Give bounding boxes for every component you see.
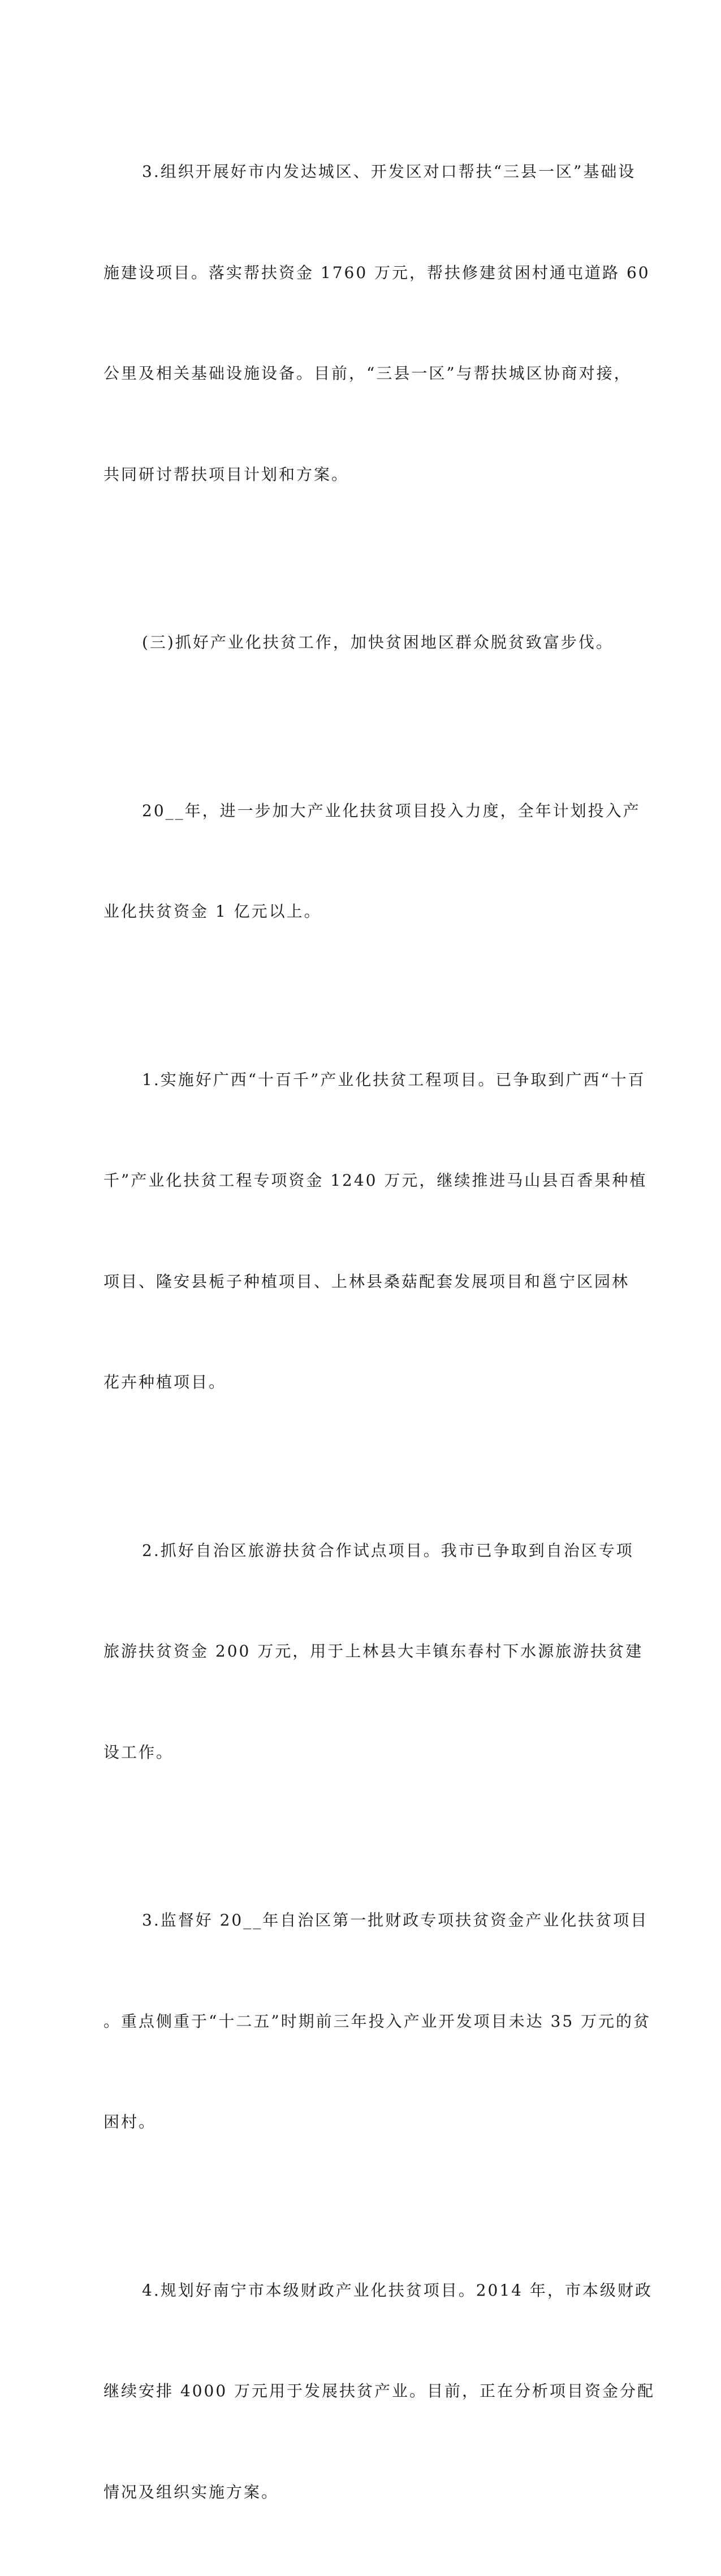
text-line: 花卉种植项目。 <box>103 1365 590 1399</box>
text-line: 继续安排 4000 万元用于发展扶贫产业。目前，正在分析项目资金分配 <box>103 2374 590 2408</box>
paragraph-nanning-plan <box>103 2206 590 2576</box>
text-line: 项目、隆安县栀子种植项目、上林县桑菇配套发展项目和邕宁区园林 <box>103 1265 590 1299</box>
text-line: 困村。 <box>103 2105 590 2139</box>
paragraph-special-funds-supervision <box>103 1836 590 2206</box>
text-line: 千”产业化扶贫工程专项资金 1240 万元，继续推进马山县百香果种植 <box>103 1164 590 1198</box>
text-line: 20__年，进一步加大产业化扶贫项目投入力度，全年计划投入产 <box>103 794 590 828</box>
paragraph-annual-plan <box>103 727 590 996</box>
text-line: (三)抓好产业化扶贫工作，加快贫困地区群众脱贫致富步伐。 <box>103 626 590 660</box>
paragraph-infrastructure-aid <box>103 88 590 558</box>
text-line: 共同研讨帮扶项目计划和方案。 <box>103 458 590 492</box>
text-line: 。重点侧重于“十二五”时期前三年投入产业开发项目未达 35 万元的贫 <box>103 2005 590 2039</box>
text-line: 公里及相关基础设施设备。目前，“三县一区”与帮扶城区协商对接， <box>103 357 590 391</box>
section-heading-industrial-poverty <box>103 558 590 727</box>
text-line: 设工作。 <box>103 1736 590 1770</box>
text-line: 业化扶贫资金 1 亿元以上。 <box>103 895 590 929</box>
document-body <box>103 88 590 2576</box>
text-line: 情况及组织实施方案。 <box>103 2475 590 2509</box>
text-line: 3.组织开展好市内发达城区、开发区对口帮扶“三县一区”基础设 <box>103 155 590 189</box>
text-line: 3.监督好 20__年自治区第一批财政专项扶贫资金产业化扶贫项目 <box>103 1903 590 1937</box>
text-line: 旅游扶贫资金 200 万元，用于上林县大丰镇东春村下水源旅游扶贫建 <box>103 1634 590 1668</box>
paragraph-tourism-pilot <box>103 1467 590 1837</box>
text-line: 4.规划好南宁市本级财政产业化扶贫项目。2014 年，市本级财政 <box>103 2274 590 2308</box>
text-line: 施建设项目。落实帮扶资金 1760 万元，帮扶修建贫困村通屯道路 60 <box>103 256 590 290</box>
document-page <box>0 0 721 933</box>
text-line: 2.抓好自治区旅游扶贫合作试点项目。我市已争取到自治区专项 <box>103 1534 590 1568</box>
paragraph-guangxi-project <box>103 996 590 1467</box>
text-line: 1.实施好广西“十百千”产业化扶贫工程项目。已争取到广西“十百 <box>103 1063 590 1097</box>
